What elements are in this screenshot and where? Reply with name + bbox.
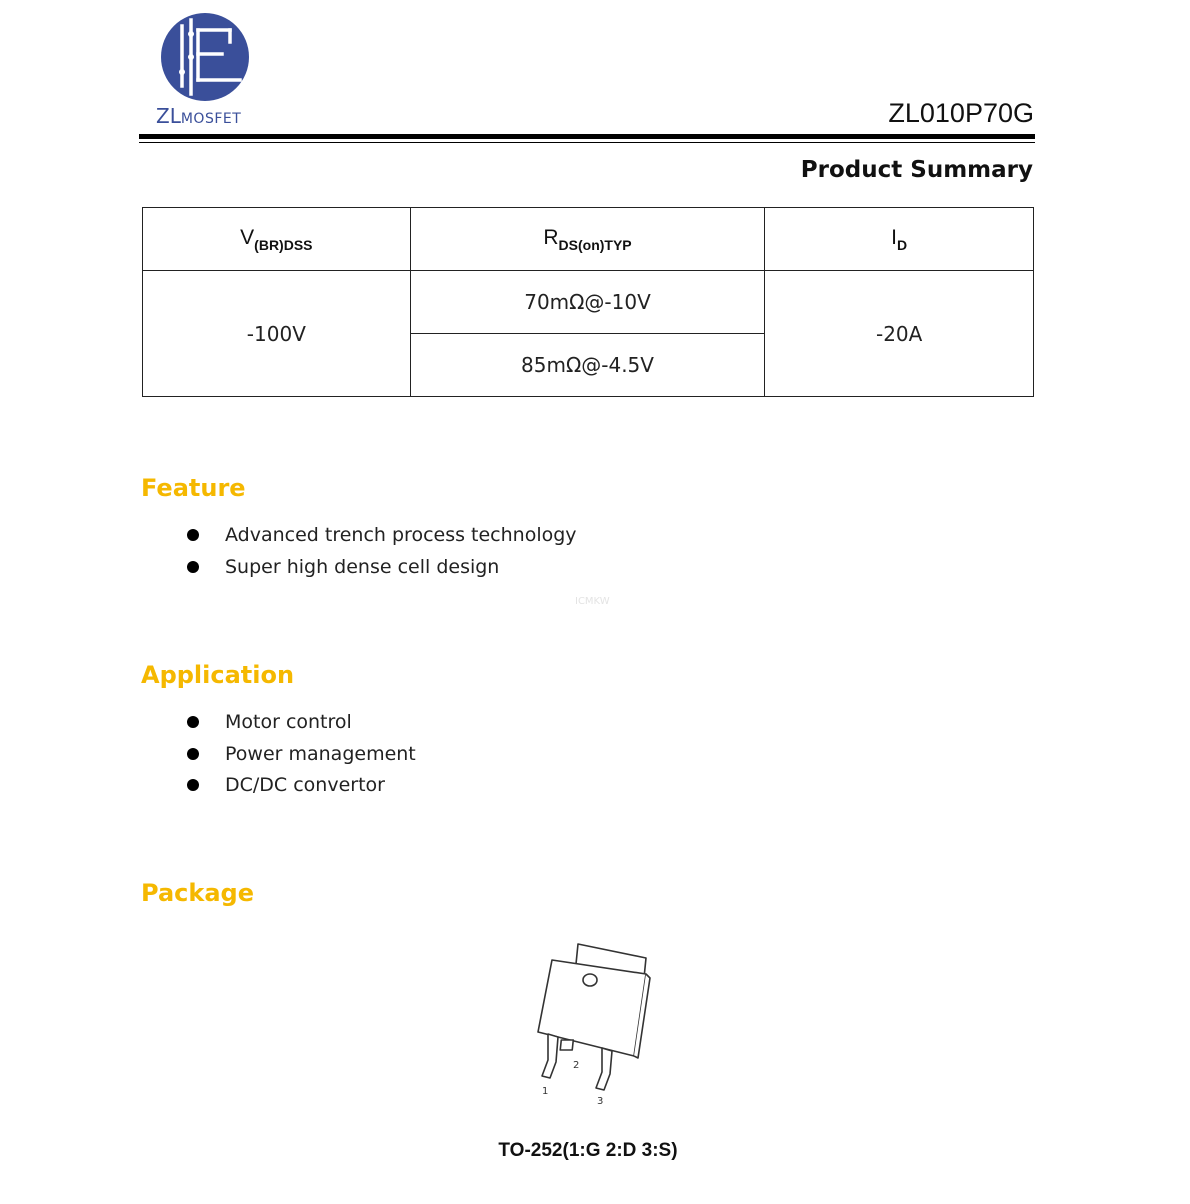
pin-label-3: 3 <box>597 1096 604 1107</box>
list-item <box>186 552 577 584</box>
bullet-icon <box>187 561 199 573</box>
header-id <box>765 208 1034 271</box>
header-rdson <box>410 208 765 271</box>
pin-label-1: 1 <box>542 1086 549 1097</box>
value-rdson-10v: 70mΩ@-10V <box>410 271 765 334</box>
table-header-row <box>143 208 1034 271</box>
header-rdson-main: R <box>543 225 559 249</box>
logo-brand-zl: ZL <box>156 104 181 128</box>
to252-package-icon <box>528 938 658 1108</box>
header-vbrdss-main: V <box>240 225 255 249</box>
feature-item-text: Advanced trench process technology <box>225 524 577 546</box>
bullet-icon <box>187 779 199 791</box>
table-row <box>143 271 1034 334</box>
part-number: ZL010P70G <box>888 98 1034 128</box>
feature-list <box>186 520 577 583</box>
list-item <box>186 739 416 771</box>
application-item-text: DC/DC convertor <box>225 774 385 796</box>
zlmosfet-logo-icon <box>160 12 250 102</box>
bullet-icon <box>187 529 199 541</box>
package-title: Package <box>141 879 254 907</box>
value-vbrdss: -100V <box>143 271 411 397</box>
list-item <box>186 770 416 802</box>
list-item <box>186 707 416 739</box>
header-rule-thick <box>139 134 1035 139</box>
bullet-icon <box>187 748 199 760</box>
product-summary-table <box>142 207 1034 397</box>
value-rdson-4v5: 85mΩ@-4.5V <box>410 334 765 397</box>
package-caption: TO-252(1:G 2:D 3:S) <box>498 1140 678 1161</box>
logo-brand-mosfet: MOSFET <box>180 111 242 127</box>
header-rdson-sub: DS(on)TYP <box>558 236 632 253</box>
header-vbrdss <box>143 208 411 271</box>
feature-title: Feature <box>141 474 246 502</box>
application-list <box>186 707 416 802</box>
brand-logo <box>152 12 262 128</box>
header-id-main: I <box>891 225 898 249</box>
application-item-text: Power management <box>225 742 416 765</box>
feature-item-text: Super high dense cell design <box>225 555 500 578</box>
logo-wordmark <box>156 104 241 128</box>
product-summary-title: Product Summary <box>800 157 1033 183</box>
header-id-sub: D <box>897 236 908 253</box>
header-vbrdss-sub: (BR)DSS <box>254 236 313 253</box>
value-id: -20A <box>765 271 1034 397</box>
application-title: Application <box>141 661 295 689</box>
list-item <box>186 520 577 552</box>
to252-package-drawing <box>528 938 658 1112</box>
watermark: ICMKW <box>575 596 610 607</box>
pin-label-2: 2 <box>573 1060 580 1071</box>
header-rule-thin <box>139 142 1035 143</box>
application-item-text: Motor control <box>225 711 352 733</box>
bullet-icon <box>187 716 199 728</box>
